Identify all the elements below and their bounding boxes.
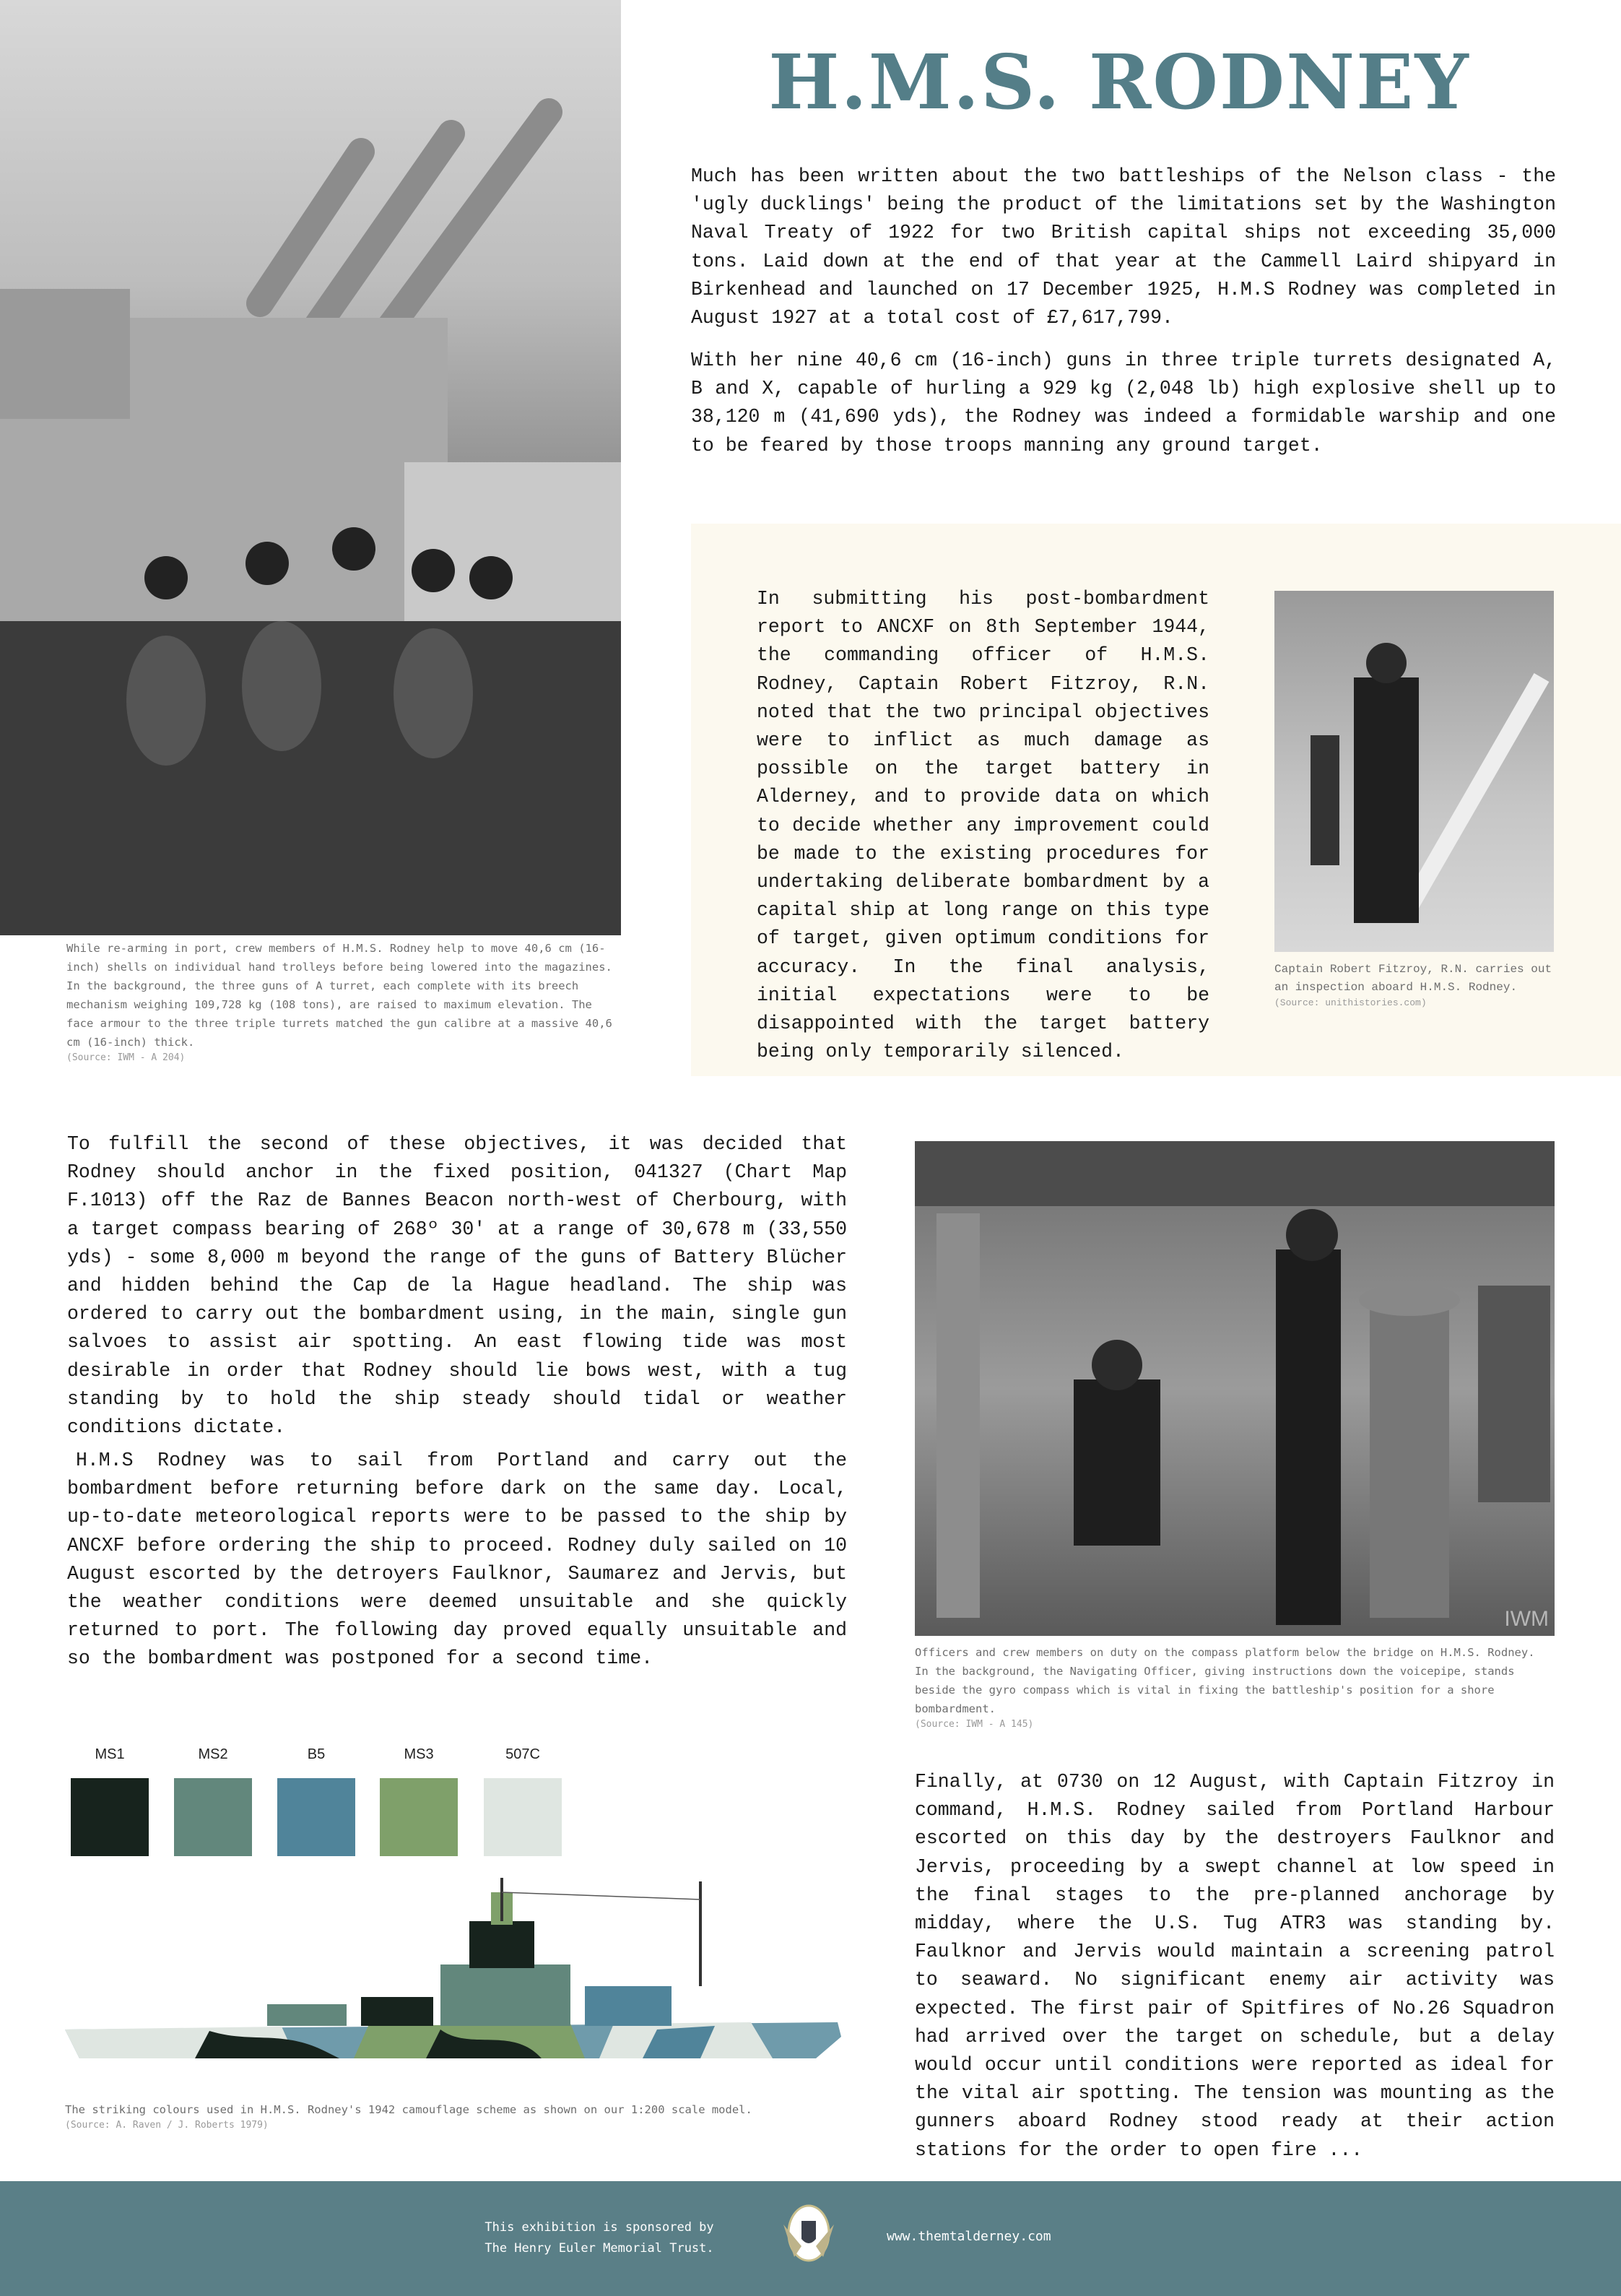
swatch-label: B5 <box>307 1746 326 1762</box>
photo-illustration <box>915 1141 1555 1636</box>
intro-paragraph-2: With her nine 40,6 cm (16-inch) guns in three triple turrets designated A, B and X, capable of hurling a 929 kg (2,048 lb) high explosive shell up to 38,120 m (41,690 yds), the Rodney was indeed a formidable warship and one to be feared by those troops manning any ground target. <box>691 350 1556 456</box>
caption-text: The striking colours used in H.M.S. Rodney's 1942 camouflage scheme as shown on our 1:200 scale model. <box>65 2103 752 2116</box>
photo-shells-rearming <box>0 0 621 935</box>
box-paragraph: In submitting his post-bombardment report to ANCXF on 8th September 1944, the commanding officer of H.M.S. Rodney, Captain Robert Fitzroy, R.N. noted that the two principal objectives were to inflict as much damage as possible on the target battery in Alderney, and to provide data on which to decide whether any improvement could be made to the existing procedures for undertaking deliberate bombardment by a capital ship at long range on this type of target, given optimum conditions for accuracy. In the final analysis, initial expectations were to be disappointed with the target battery being only temporarily silenced. <box>757 588 1209 1063</box>
photo-illustration <box>0 0 621 935</box>
sponsor-text <box>469 2217 729 2259</box>
sponsor-line-1: This exhibition is sponsored by <box>484 2220 714 2235</box>
page-title: H.M.S. RODNEY <box>768 38 1470 126</box>
caption-source: (Source: IWM - A 145) <box>915 1719 1034 1730</box>
final-paragraph: Finally, at 0730 on 12 August, with Captain Fitzroy in command, H.M.S. Rodney sailed from Portland Harbour escorted on this day by the destroyers Faulknor and Jervis, proceeding by a swept channel at low speed in the final stages to the pre-planned anchorage by midday, where the U.S. Tug ATR3 was standing by. Faulknor and Jervis would maintain a screening patrol to seaward. No significant enemy air activity was expected. The first pair of Spitfires of No.26 Squadron had arrived over the target on schedule, but a delay would occur until conditions were reported as ideal for the vital air spotting. The tension was mounting as the gunners aboard Rodney stood ready at their action stations for the order to open fire ... <box>915 1771 1555 2161</box>
photo3-caption <box>915 1643 1536 1731</box>
swatch-label: MS3 <box>404 1746 434 1762</box>
color-swatch <box>71 1778 149 1856</box>
color-swatch <box>277 1778 355 1856</box>
color-swatch <box>380 1778 458 1856</box>
photo-captain-fitzroy <box>1274 591 1554 952</box>
model-caption <box>65 2100 859 2132</box>
caption-source: (Source: IWM - A 204) <box>66 1052 186 1063</box>
caption-text: While re-arming in port, crew members of H.M.S. Rodney help to move 40,6 cm (16-inch) shells on individual hand trolleys before being lowered into the magazines. In the background, the three guns of A turret, each complete with its breech mechanism weighing 109,728 kg (108 tons), are raised to maximum elevation. The face armour to the three triple turrets matched the gun calibre at a massive 40,6 cm (16-inch) thick. <box>66 942 612 1049</box>
color-swatch <box>174 1778 252 1856</box>
caption-text: Officers and crew members on duty on the compass platform below the bridge on H.M.S. Rodney. In the background, the Navigating Officer, giving instructions down the voicepipe, stands beside the gyro compass which is vital in fixing the battleship's position for a shore bombardment. <box>915 1646 1535 1715</box>
photo-illustration <box>1274 591 1554 952</box>
color-swatch <box>484 1778 562 1856</box>
iwm-watermark: IWM <box>1504 1607 1549 1631</box>
footer <box>0 2181 1621 2296</box>
photo-compass-platform <box>915 1141 1555 1636</box>
swatch-label: MS1 <box>95 1746 125 1762</box>
section2-paragraph-1: To fulfill the second of these objectives, it was decided that Rodney should anchor in the fixed position, 041327 (Chart Map F.1013) off the Raz de Bannes Beacon north-west of Cherbourg, with a target compass bearing of 268º 30' at a range of 30,678 m (33,550 yds) - some 8,000 m beyond the range of the guns of Battery Blücher and hidden behind the Cap de la Hague headland. The ship was ordered to carry out the bombardment using, in the main, single gun salvoes to assist air spotting. An east flowing tide was most desirable in order that Rodney should lie bows west, with a tug standing by to hold the ship steady should tidal or weather conditions dictate. <box>67 1133 847 1439</box>
photo2-caption <box>1274 961 1556 1010</box>
photo1-caption <box>66 939 615 1065</box>
caption-source: (Source: A. Raven / J. Roberts 1979) <box>65 2120 269 2131</box>
sponsor-line-2: The Henry Euler Memorial Trust. <box>484 2241 714 2256</box>
swatch-label: 507C <box>505 1746 540 1762</box>
trust-logo <box>776 2203 841 2264</box>
ship-camouflage-profile <box>65 1878 845 2073</box>
swatch-label: MS2 <box>198 1746 228 1762</box>
website-link[interactable]: www.themtalderney.com <box>887 2229 1051 2244</box>
caption-source: (Source: unithistories.com) <box>1274 997 1427 1008</box>
section2-paragraph-2: H.M.S Rodney was to sail from Portland and carry out the bombardment before returning before dark on the same day. Local, up-to-date meteorological reports were to be passed to the ship by ANCXF before ordering the ship to proceed. Rodney duly sailed on 10 August escorted by the detroyers Faulknor, Saumarez and Jervis, but the weather conditions were deemed unsuitable and she quickly returned to port. The following day proved equally unsuitable and so the bombardment was postponed for a second time. <box>67 1450 847 1670</box>
intro-paragraph-1: Much has been written about the two battleships of the Nelson class - the 'ugly ducklings' being the product of the limitations set by the Washington Naval Treaty of 1922 for two British capital ships not exceeding 35,000 tons. Laid down at the end of that year at the Cammell Laird shipyard in Birkenhead and launched on 17 December 1925, H.M.S Rodney was completed in August 1927 at a total cost of £7,617,799. <box>691 165 1556 329</box>
caption-text: Captain Robert Fitzroy, R.N. carries out an inspection aboard H.M.S. Rodney. <box>1274 963 1552 994</box>
